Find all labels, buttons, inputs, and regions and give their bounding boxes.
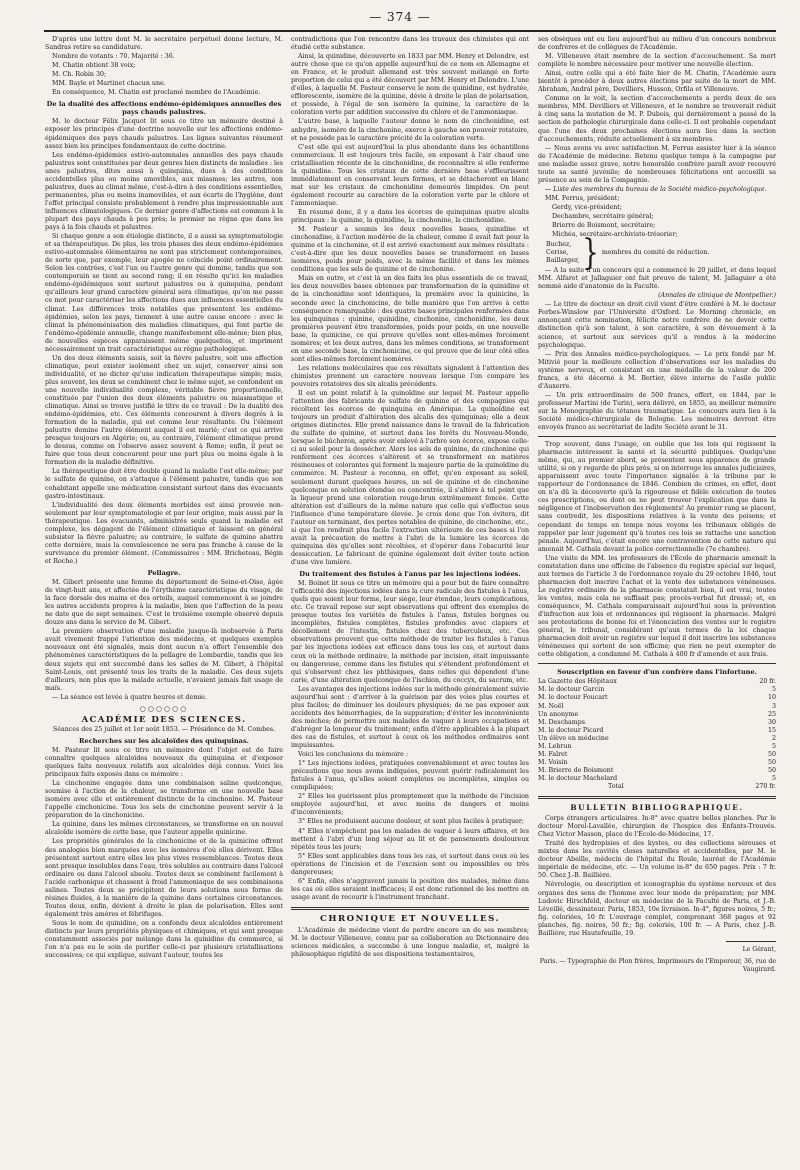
- paragraph: 1° Les injections iodées, pratiquées convenablement et avec toutes les précautions que nous avons indiquées, peuvent guérir radicalement les fistules à l'anus, qu'elles soient complètes ou incomplètes, simples ou compliquées;: [291, 760, 529, 792]
- column-2: [291, 36, 529, 1152]
- printer-footer: Paris. — Typographie de Plon frères, Imprimeurs de l'Empereur, 36, rue de Vaugirard.: [539, 957, 776, 973]
- section-heading: Pellagre.: [147, 569, 181, 577]
- paragraph: Une visite de MM. les professeurs de l'École de pharmacie amenait la constatation dans une officine de l'absence du registre spécial sur lequel, aux termes de l'article 3 de l'ordonnance royale du 29 octobre 1846, tout pharmacien doit inscrire l'achat et la vente des substances vénéneuses. Le registre ordinaire de la pharmacie constatait bien, il est vrai, toutes les ventes, mais cela ne suffisait pas; procès-verbal fut dressé; et, en conséquence, M. Cathala comparaissait aujourd'hui sous la prévention d'infraction aux lois et ordonnances qui régissent la pharmacie. Malgré ses protestations de bonne foi et l'énonciation des ventes sur le registre général, le tribunal, considérant qu'aux termes de la loi chaque pharmacien doit avoir un registre sur lequel il doit inscrire les substances vénéneuses qui sortent de son officine; que rien ne peut exempter de cette obligation, a condamné M. Cathala à 400 fr d'amende et aux frais.: [538, 554, 776, 659]
- paragraph: Les endémo-épidémies estivo-automnales annuelles des pays chauds palustres sont constituées par deux genres bien distincts de maladies : les unes palustres, dites aussi à quinquina, dues à des conditions accidentelles plus ou moins amovibles, aux miasmes; les autres, non palustres, dues au climat même, c'est-à-dire à des conditions essentielles, permanentes, plus ou moins inamovibles, et aux écarts de l'hygiène, dont l'effet principal consiste probablement à rendre plus impressionnable aux influences climatologiques. Ce dernier genre d'affections est commun à la plupart des pays chauds à peu près; le premier ne règne que dans les pays à la fois chauds et palustres.: [45, 151, 283, 232]
- paragraph: Ainsi, outre celle qui a été faite hier de M. Chatin, l'Académie aura bientôt à procéder à deux autres élections par suite de la mort de MM. Abraham, Andral père, Devilliers, Husson, Orfila et Villeneuve.: [538, 70, 776, 94]
- subscription-row: [538, 719, 776, 727]
- subscription-amount: 25: [767, 710, 776, 718]
- paragraph: — Un prix extraordinaire de 500 francs, offert, en 1844, par le professeur Martini (de Turin), sera délivré, en 1855, au meilleur mémoire sur la Monographie du tétanos traumatique. Le concours aura lieu à la Société médico-chirurgicale de Bologne. Les mémoires devront être envoyés franco au secrétariat de ladite Société avant le 31.: [538, 391, 776, 432]
- bibliography-entry: Corps étrangers articulaires. In-8° avec quatre belles planches. Par le docteur Morel-Lavallée, chirurgien de l'hospice des Enfants-Trouvés. Chez Victor Masson, place de l'École-de-Médecine, 17.: [538, 815, 776, 839]
- subscriber-name: M. Falret: [538, 750, 568, 758]
- paragraph: Voici les conclusions du mémoire :: [298, 751, 409, 759]
- subscriber-name: M. le docteur Picard: [538, 726, 604, 734]
- paragraph: La première observation d'une maladie jusque-là inobservée à Paris avait vivement frappé l'attention des médecins, et quelques exemples nouveaux ont été signalés, mais dont aucun n'a offert l'ensemble des phénomènes caractéristiques de la pellagre de Lombardie, tandis que les deux sujets qui ont succombé dans les salles de M. Gibert, à l'hôpital Saint-Louis, ont présenté tous les traits de la maladie. Ces deux sujets d'ailleurs, non plus que la malade actuelle, n'avaient jamais fait usage de maïs.: [45, 628, 283, 692]
- bureau-member: Michéa, secrétaire-archiviste-trésorier;: [552, 231, 678, 239]
- paragraph: Il est un point relatif à la quinoïdine sur lequel M. Pasteur appelle l'attention des fabricants de sulfate de quinine et des compagnies qui récoltent les écorces de quinquina en Amérique. La quinoïdine est toujours un produit d'altération des alcalis des quinquinas; elle a deux origines distinctes. Elle prend naissance dans le travail de la fabrication du sulfate de quinine, et surtout dans les forêts du Nouveau-Monde, lorsque le bûcheron, après avoir enlevé à l'arbre son écorce, expose celle-ci au soleil pour la dessécher. Alors les sels de quinine, de cinchonine qui renferment ces écorces s'altèrent et se transforment en matières résineuses et colorantes qui forment la majeure partie de la quinoïdine du commerce. M. Pasteur a reconnu, en effet, qu'en exposant au soleil, seulement durant quelques heures, un sel de quinine et de cinchonine quelconque en solution étendue ou concentrée, il s'altère à tel point que la liqueur prend une coloration rouge-brun extrêmement foncée. Cette altération est d'ailleurs de la même nature que celle qui s'effectue sous l'influence d'une température élevée. Je crois donc que l'on évitera, dit l'auteur en terminant, des pertes notables de quinine, de cinchonine, etc., si que l'on rendrait plus facile l'extraction ultérieure de ces bases si l'on avait la précaution de mettre à l'abri de la lumière les écorces de quinquina dès qu'elles sont récoltées, et d'opérer dans l'obscurité leur dessiccation. Le fabricant de quinine également doit éviter toute action d'une vive lumière.: [291, 390, 529, 566]
- bureau-member: MM. Ferrus, président;: [545, 194, 620, 202]
- bureau-member: Brierre de Boismont, secrétaire;: [552, 222, 656, 230]
- paragraph: L'Académie de médecine vient de perdre encore un de ses membres; M. le docteur Villeneuve, connu par sa collaboration au Dictionnaire des sciences médicales, a succombé à une longue maladie, et, malgré la philosophique rigidité de ses dispositions testamentaires,: [291, 926, 529, 959]
- subscription-amount: 10: [767, 694, 776, 702]
- paragraph: La cinchonine engagée dans une combinaison saline quelconque, soumise à l'action de la chaleur, se transforme en une nouvelle base isomère avec elle et entièrement distincte de la cinchonine. M. Pasteur l'appelle cinchonicine. Tous les sels de cinchonine peuvent servir à la préparation de la cinchonicine.: [45, 780, 283, 820]
- paragraph: Les relations moléculaires que ces résultats signalent à l'attention des chimistes prennent un caractère nouveau lorsque l'on compare les pouvoirs rotatoires des six alcalis précédents.: [291, 364, 529, 388]
- paragraph: — Nous avons vu avec satisfaction M. Ferrus assister hier à la séance de l'Académie de médecine. Retenu quelque temps à la campagne par une maladie assez grave, notre honorable confrère paraît avoir recouvré toute sa santé juvénile; de nombreuses félicitations ont accueilli sa présence au sein de la Compagnie.: [538, 144, 776, 184]
- bureau-member: Gerdy, vice-président;: [552, 203, 622, 211]
- subscription-amount: 15: [767, 726, 776, 734]
- paragraph: Trop souvent, dans l'usage, on oublie que les lois qui régissent la pharmacie intéressent la santé et la sécurité publiques. Quelqu'une même, qui, au premier abord, se présentent sous apparence de grande utilité, si on y regarde de plus près, si on interroge les annales judiciaires, apparaissent avec toute l'importance signalée à la tribune par le rapporteur de l'ordonnance de 1846. Combien de crimes, en effet, dont on n'a dû la découverte qu'à la rigoureuse et fidèle exécution de toutes ces prescriptions, ou dont on ne peut trouver l'explication que dans la négligence et l'inobservation des règlements! Au premier rang se placent, sans contredit, les dispositions relatives à la vente des poisons; et cependant de temps en temps nous voyons les tribunaux obligés de rappeler par leur jugement qu'à toutes ces lois se rattache une sanction pénale. Aujourd'hui, c'était encore une contravention de cette nature qui amenait M. Cathala devant la police correctionnelle (7e chambre).: [538, 441, 776, 553]
- paragraph: M. Ch. Robin 30;: [52, 71, 107, 79]
- paragraph: contradictions que l'on rencontre dans les travaux des chimistes qui ont étudié cette substance.: [291, 36, 529, 52]
- top-rule: [44, 30, 776, 32]
- paragraph: 2° Elles les guérissent plus promptement que la méthode de l'incision employée aujourd'hui, et avec moins de dangers et moins d'inconvénients;: [291, 793, 529, 817]
- subscription-row: [538, 759, 776, 767]
- committee-note: membres du comité de rédaction.: [601, 249, 710, 257]
- subscription-amount: 50: [767, 750, 776, 758]
- subscription-row: [538, 775, 776, 783]
- subscription-row: [538, 686, 776, 694]
- subscription-amount: 3: [771, 702, 776, 710]
- section-heading: De la dualité des affections endémo-épidémiques annuelles des pays chauds palustres.: [46, 100, 282, 117]
- section-divider: [538, 436, 776, 437]
- section-heading: Recherches sur les alcaloïdes des quinquinas.: [79, 736, 249, 745]
- section-heading-bulletin: BULLETIN BIBLIOGRAPHIQUE.: [570, 803, 744, 813]
- paragraph: M. Pasteur lit sous ce titre un mémoire dont l'objet est de faire connaître quelques alcaloïdes nouveaux du quinquina et d'exposer quelques faits nouveaux relatifs aux alcaloïdes déjà connus. Voici les principaux faits exposés dans ce mémoire :: [45, 746, 283, 779]
- committee-name: Baillarger,: [546, 257, 580, 265]
- paragraph: Un des deux éléments saisis, soit la fièvre palustre, soit une affection climatique, peut exister isolément chez un sujet, conserver ainsi son individualité, et ne dicter qu'une indication thérapeutique simple; mais, plus souvent, les deux se combinent chez le même sujet, se confondent en une nouvelle individualité complexe, véritable fièvre proportionnelle, constituée par l'union des deux éléments palustre ou miasmatique et climatique. Ainsi se trouve justifié le titre de ce travail : De la dualité des endémo-épidémies, etc. Ces éléments concourent à divers degrés à la formation de la maladie, qui est comme leur résultante. Ou l'élément palustre domine l'autre élément auquel il est marié; c'est ce qui arrive presque toujours en Algérie; ou, au contraire, l'élément climatique prend le dessus, comme on l'observe assez souvent à Rome; enfin, il peut se faire que tous deux concourent pour une part plus ou moins égale à la formation de la maladie définitive.: [45, 354, 283, 467]
- subscriber-name: M. le docteur Foucart: [538, 694, 608, 702]
- signature: Le Gérant,: [742, 945, 776, 953]
- subscription-row: [538, 703, 776, 711]
- paragraph: ses obsèques ont eu lieu aujourd'hui au milieu d'un concours nombreux de confrères et de collègues de l'Académie.: [538, 36, 776, 52]
- bibliography-entry: Traité des hydropisies et des kystes, ou des collections séreuses et mixtes dans les cavités closes naturelles et accidentelles, par M. le docteur Abeille, médecin de l'hôpital du Roule, lauréat de l'Académie impériale de médecine, etc. — Un volume in-8° de 650 pages. Prix : 7 fr. 50. Chez J.-B. Baillière.: [538, 840, 776, 880]
- paragraph: Les avantages des injections iodées sur la méthode généralement suivie aujourd'hui sont : d'arriver à la guérison par des voies plus courtes et plus faciles; de diminuer les douleurs physiques; de ne pas exposer aux accidents des hémorrhagies, de la suppuration; d'éviter les inconvénients des mèches; de permettre aux malades de vaquer à leurs occupations et d'abréger la longueur du traitement; enfin d'être applicables à la plupart des cas de fistules, et surtout à ceux où les méthodes ordinaires sont impuissantes.: [291, 685, 529, 750]
- subscription-row: [538, 735, 776, 743]
- paragraph: En conséquence, M. Chatin est proclamé membre de l'Académie.: [52, 89, 261, 97]
- paragraph: L'autre base, à laquelle l'auteur donne le nom de cinchonidine, est anhydre, isomère de la cinchonine, exerce à gauche son pouvoir rotatoire, et ne possède pas le caractère précité de la coloration verte.: [291, 118, 529, 142]
- subscriber-name: M. Lebrun: [538, 742, 572, 750]
- subscription-row: [538, 678, 776, 686]
- paragraph: Les propriétés générales de la cinchonicine et de la quinicine offrent des analogies bien marquées avec les isomères d'où elles dérivent. Elles présentent surtout entre elles les plus vives ressemblances. Toutes deux sont presque insolubles dans l'eau, très solubles au contraire dans l'alcool ordinaire ou dans l'alcool absolu. Toutes deux se combinent facilement à l'acide carbonique et chassent à froid l'ammoniaque de ses combinaisons salines. Toutes deux se précipitent de leurs solutions sous forme de résines fluides, à la manière de la quinine dans certaines circonstances. Toutes deux, enfin, dévient à droite le plan de polarisation. Elles sont également très amères et fébrifuges.: [45, 838, 283, 918]
- paragraph: Mais en outre, et c'est là un des faits les plus essentiels de ce travail, les deux nouvelles bases obtenues par transformation de la quinidine et de la cinchonidine sont identiques, la première avec la quinicine, la seconde avec la cinchonicine, de telle manière que l'on arrive à cette conséquence remarquable : des quatre bases principales renfermées dans les quinquinas : quinine, quinidine, cinchonine, cinchonidine, les deux premières peuvent être transformées, poids pour poids, en une nouvelle base, la quinicine, ce qui prouve qu'elles sont elles-mêmes forcément isomères; et les deux autres, dans les mêmes conditions, se transforment en une seconde base, la cinchonicine, ce qui prouve que de leur côté elles sont elles-mêmes forcément isomères.: [291, 275, 529, 363]
- subscription-amount: 5: [771, 742, 776, 750]
- paragraph: 4° Elles n'empêchent pas les malades de vaquer à leurs affaires, et les mettent à l'abri d'un long séjour au lit et de pansements douloureux répétés tous les jours;: [291, 827, 529, 851]
- subscription-row: [538, 743, 776, 751]
- session-info: Séances des 25 juillet et 1er août 1853. — Présidence de M. Combes.: [52, 725, 276, 733]
- subscriber-name: M. Brierre de Boismont: [538, 766, 614, 774]
- column-3: [538, 36, 776, 1152]
- paragraph: L'individualité des deux éléments morbides est ainsi prouvée non-seulement par leur symptomatologie et par leur origine, mais aussi par la thérapeutique. Les évacuants, administrés seuls quand la maladie est complexe, les dégagent de l'élément climatique et laissent en général subsister la fièvre palustre; au contraire, le sulfate de quinine abattra cette dernière, mais la convalescence ne sera pas franche à cause de la survivance du premier élément. (Commissaires : MM. Bricheteau, Bégin et Roche.): [45, 501, 283, 565]
- subscriber-name: M. le docteur Garcin: [538, 686, 605, 694]
- paragraph: — La séance est levée à quatre heures et demie.: [52, 693, 207, 701]
- subscription-table: [538, 678, 776, 791]
- section-heading: Du traitement des fistules à l'anus par les injections iodées.: [299, 570, 521, 579]
- paragraph: M. Pasteur a soumis les deux nouvelles bases, quinidine et cinchonidine, à l'action modérée de la chaleur, comme il avait fait pour la quinine et la cinchonine, et il est arrivé exactement aux mêmes résultats : c'est-à-dire que les deux nouvelles bases se transforment en bases isomères, poids pour poids, avec la même facilité et dans les mêmes conditions que les sels de quinine et de cinchonine.: [291, 226, 529, 274]
- paragraph: 3° Elles ne produisent aucune douleur, et sont plus faciles à pratiquer;: [298, 818, 525, 826]
- subscription-amount: 2: [771, 734, 776, 742]
- subscription-row: [538, 727, 776, 735]
- paragraph: Comme on le voit, la section d'accouchements a perdu deux de ses membres, MM. Devilliers et Villeneuve, et le nombre se trouverait réduit à cinq sans la mutation de M. P. Dubois, qui dernièrement a passé de la section de pathologie chirurgicale dans celle-ci. Il est probable cependant que l'une des deux prochaines élections aura lieu dans la section d'accouchements, réduite actuellement à six membres.: [538, 95, 776, 143]
- subscriber-name: La Gazette des Hôpitaux: [538, 678, 617, 686]
- bureau-member: Dechambre, secrétaire général;: [552, 212, 654, 220]
- subscription-amount: 50: [767, 758, 776, 766]
- paragraph: M. le docteur Félix Jacquot lit sous ce titre un mémoire destiné à exposer les principes d'une doctrine nouvelle sur les affections endémo-épidémiques des pays chauds palustres. Les lignes suivantes résument assez bien les principes fondamentaux de cette doctrine.: [45, 118, 283, 150]
- section-heading: Souscription en faveur d'un confrère dans l'infortune.: [557, 668, 757, 677]
- section-heading-chronique: CHRONIQUE ET NOUVELLES.: [319, 913, 500, 924]
- subscription-amount: 30: [767, 718, 776, 726]
- column-1: [45, 36, 283, 1152]
- section-heading-academie: ACADÉMIE DES SCIENCES.: [81, 714, 247, 725]
- paragraph: 6° Enfin, elles n'aggravent jamais la position des malades, même dans les cas où elles seraient inefficaces; il est donc rationnel de les mettre en usage avant de recourir à l'instrument tranchant.: [291, 877, 529, 901]
- paragraph: Sous le nom de quinidine, on a confondu deux alcaloïdes entièrement distincts par leurs propriétés physiques et chimiques, et qui sont presque constamment associés par mélange dans la quinidine du commerce, si l'on n'a pas eu le soin de purifier celle-ci par plusieurs cristallisations successives; ce qui explique, suivant l'auteur, toutes les: [45, 919, 283, 960]
- committee-name: Buchez,: [546, 241, 572, 249]
- paragraph: MM. Bayle et Martinet chacun une.: [52, 80, 166, 88]
- subscriber-name: Un élève en médecine: [538, 734, 609, 742]
- subscription-amount: 50: [767, 766, 776, 774]
- paragraph: — Liste des membres du bureau de la Société médico-psychologique.: [545, 185, 767, 193]
- subscription-total-row: [538, 783, 776, 791]
- committee-name: Cerise,: [546, 249, 569, 257]
- subscriber-name: M. Deschamps: [538, 718, 586, 726]
- subscription-amount: 5: [771, 774, 776, 782]
- paragraph: La thérapeutique doit être double quand la maladie l'est elle-même; par le sulfate de quinine, on s'attaque à l'élément palustre, tandis que son cohabitant appelle une médication consistant surtout dans des évacuants gastro-intestinaux.: [45, 468, 283, 500]
- paragraph: La quinine, dans les mêmes circonstances, se transforme en un nouvel alcaloïde isomère de cette base, que l'auteur appelle quinicine.: [45, 821, 283, 837]
- paragraph: M. Gibert présente une femme du département de Seine-et-Oise, âgée de vingt-huit ans, et affectée de l'érythème caractéristique du visage, de la face dorsale des mains et des orteils, auquel commencent à se joindre les autres accidents propres à la maladie, bien que l'affection de la peau ne date que de sept semaines. C'est le troisième exemple observé depuis douze ans dans le service de M. Gibert.: [45, 579, 283, 627]
- subscriber-name: M. Noël: [538, 702, 564, 710]
- source-citation: (Annales de clinique de Montpellier.): [658, 292, 776, 300]
- subscriber-name: M. Voisin: [538, 758, 568, 766]
- section-divider: [538, 796, 776, 799]
- subscriber-name: M. le docteur Machelard: [538, 774, 618, 782]
- paragraph: Si chaque genre a son étiologie distincte, il a aussi sa symptomatologie et sa thérapeutique. De plus, les trois phases des deux endémo-épidémies estivo-automnales élémentaires ne sont pas strictement contemporaines, de sorte que, par exemple, leur apogée ne coïncide point ordinairement. Selon les contrées, c'est l'un ou l'autre genre qui domine, tandis que son contemporain se tient au second rang; il en résulte qu'ici les maladies endémo-épidémiques sont surtout palustres ou à quinquina, pendant qu'ailleurs leur grand caractère général sera climatique, qu'on me passe ce mot pour caractériser les affections dues aux influences essentielles du climat. Les différences trois notables que présentent les endémo-épidémies, selon les pays, tiennent à une autre cause encore : avec le climat la phénoménisation des maladies climatiques, qui font partie de l'endémo-épidémie annuelle, change manifestement elle-même; bien plus, de nouvelles espèces apparaissent même quelquefois, et impriment nécessairement un trait caractéristique au règne pathologique.: [45, 233, 283, 353]
- signature-rule: [726, 941, 776, 942]
- subscription-row: [538, 694, 776, 702]
- subscription-row: [538, 767, 776, 775]
- brace-glyph: }: [582, 232, 599, 274]
- paragraph: D'après une lettre dont M. le secrétaire perpétuel donne lecture, M. Sandras retire sa candidature.: [45, 36, 283, 52]
- subscription-row: [538, 751, 776, 759]
- committee-names: [538, 241, 579, 265]
- subscription-amount: 5: [771, 686, 776, 694]
- paragraph: — A la suite d'un concours qui a commencé le 20 juillet, et dans lequel MM. Alfaret et Jallaguier ont fait preuve de talent, M. Jallaguier a été nommé aide d'anatomie de la Faculté.: [538, 267, 776, 291]
- subscription-amount: 20 fr.: [759, 678, 776, 686]
- total-label: Total: [608, 782, 624, 790]
- subscription-row: [538, 711, 776, 719]
- paragraph: Ainsi, la quinidine, découverte en 1833 par MM. Henry et Delondre, est autre chose que ce qu'on appelle aujourd'hui de ce nom en Allemagne et en France, et le produit allemand est très souvent mélangé en forte proportion de celui qui a été découvert par MM. Henry et Delondre. L'une d'elles, à laquelle M. Pasteur conserve le nom de quinidine, est hydratée, efflorescente, isomère de la quinine, dévie à droite le plan de polarisation, et possède, à l'égal de son isomère la quinine, la caractère de la coloration verte par addition successive du chlore et de l'ammoniaque.: [291, 53, 529, 117]
- paragraph: Nombre de votants : 70. Majorité : 36.: [52, 53, 175, 61]
- total-amount: 270 fr.: [755, 782, 776, 790]
- ornament-divider: ○○○○○○: [139, 704, 189, 713]
- paragraph: C'est elle qui est aujourd'hui la plus abondante dans les échantillons commerciaux. Il est toujours très facile, en exposant à l'air chaud une cristallisation récente de la cinchonidine, de reconnaître si elle renferme la quinidine. Tous les cristaux de cette dernière base s'effleurissent immédiatement en conservant leurs formes, et se détacheront en blanc mat sur les cristaux de cinchonidine demeurés limpides. On peut également recourir au caractère de la coloration verte par le chlore et l'ammoniaque.: [291, 143, 529, 207]
- paragraph: 5° Elles sont applicables dans tous les cas, et surtout dans ceux où les opérations de l'incision et de l'excision sont ou impossibles ou très dangereuses;: [291, 852, 529, 876]
- paragraph: — Le titre de docteur en droit civil vient d'être conféré à M. le docteur Forbes-Winslow par l'Université d'Oxford. Le Morning chronicle, en annonçant cette nomination, félicite notre confrère de ne devoir cette distinction qu'à son talent, à son caractère, à son dévouement à la science, et surtout aux services qu'il a rendus à la médecine psychologique.: [538, 301, 776, 349]
- subscriber-name: Un anonyme: [538, 710, 579, 718]
- paragraph: M. Chatin obtient 38 voix;: [52, 62, 136, 70]
- paragraph: — Prix des Annales médico-psychologiques. — Le prix fondé par M. Mitivié pour la meilleure collection d'observations sur les maladies du système nerveux, et consistant en une médaille de la valeur de 200 francs, a été décerné à M. Bertier, élève interne de l'asile public d'Auxerre.: [538, 350, 776, 390]
- section-divider: [538, 663, 776, 664]
- paragraph: M. Villeneuve était membre de la section d'accouchement. Sa mort complète le nombre nécessaire pour motiver une nouvelle élection.: [538, 53, 776, 69]
- bibliography-entry: Névrologie, ou description et iconographie du système nerveux et des organes des sens de l'homme avec leur mode de préparation; par MM. Ludovic Hirschfeld, docteur en médecine de la Faculté de Paris, et J.-B. Léveillé, dessinateur. Paris, 1853, 10e livraison. In-4°, figures noires, 5 fr.; fig. coloriées, 10 fr. L'ouvrage complet, comprenant 368 pages et 92 planches, fig. noires, 50 fr.; fig. coloriés, 100 fr. — A Paris, chez J.-B. Baillière, rue Hautefeuille, 19.: [538, 881, 776, 937]
- paragraph: M. Boinet lit sous ce titre un mémoire qui a pour but de faire connaître l'efficacité des injections iodées dans la cure radicale des fistules à l'anus, quels que soient leur forme, leur siège, leur étendue, leurs complications, etc. Ce travail repose sur sept observations qui offrent des exemples de presque toutes les variétés de fistules à l'anus, fistules borgnes ou incomplètes, fistules complètes, fistules profondes avec clapiers et décollement de l'intestin, fistules chez des tuberculeux, etc. Ces observations prouvent que cette méthode de traiter les fistules à l'anus par les injections iodées est efficace dans tous les cas, et surtout dans ceux où la méthode ordinaire, la méthode par incision, était impuissante ou dangereuse, comme dans les fistules qui s'étendent profondément et qui s'observent chez les phthisiques, dans celles qui dépendent d'une carie, d'une altération quelconque de l'ischion, du coccyx, du sacrum, etc.: [291, 580, 529, 684]
- section-divider: [291, 907, 529, 910]
- paragraph: En résumé donc, il y a dans les écorces de quinquinas quatre alcalis principaux : la quinine, la quinidine, la cinchonine, la cinchonidine.: [291, 208, 529, 225]
- page-number: — 374 —: [369, 10, 431, 24]
